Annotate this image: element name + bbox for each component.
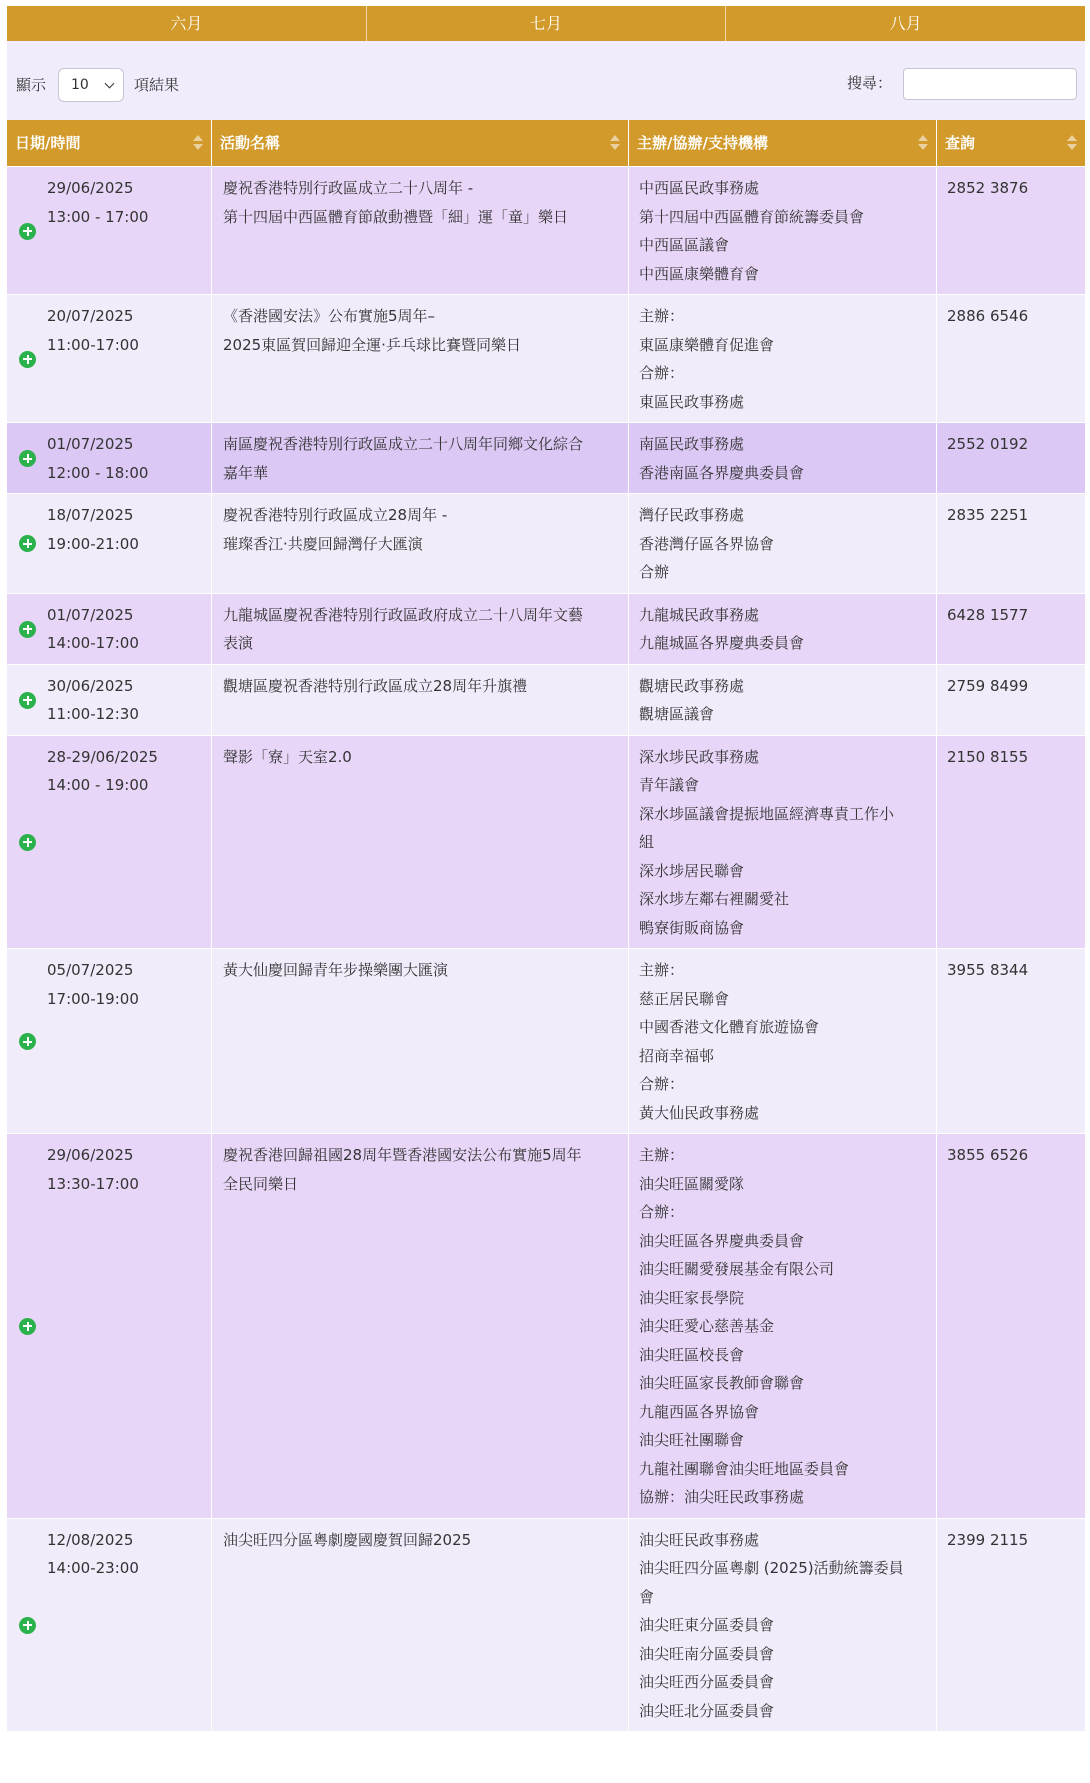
organiser-line: 香港南區各界慶典委員會: [639, 463, 805, 482]
sort-icon: [610, 133, 620, 153]
date-cell: [7, 295, 212, 422]
organiser-line: 油尖旺北分區委員會: [639, 1701, 775, 1720]
expand-row-icon[interactable]: [19, 223, 36, 240]
expand-row-icon[interactable]: [19, 1318, 36, 1335]
organiser-line: 鴨寮街販商協會: [639, 918, 745, 937]
date-time-line: 12/08/2025: [47, 1530, 134, 1549]
column-header-organisers[interactable]: [629, 120, 937, 166]
organiser-line: 黃大仙民政事務處: [639, 1103, 760, 1122]
organiser-line: 主辦：: [639, 1146, 685, 1164]
organiser-line: 主辦：: [639, 961, 685, 979]
date-cell: [7, 949, 212, 1133]
organiser-line: 協辦：油尖旺民政事務處: [639, 1488, 805, 1506]
organiser-line: 中西區民政事務處: [639, 179, 760, 197]
column-header-event-name[interactable]: [212, 120, 629, 166]
enquiry-cell: [937, 494, 1085, 593]
date-cell: [7, 594, 212, 664]
table-header: [7, 120, 1085, 166]
date-time-line: 18/07/2025: [47, 506, 134, 524]
expand-row-icon[interactable]: [19, 535, 36, 552]
table-row: [7, 493, 1085, 593]
organiser-line: 香港灣仔區各界協會: [639, 534, 775, 553]
date-time-line: 12:00 - 18:00: [47, 463, 149, 482]
enquiry-cell: [937, 423, 1085, 493]
table-body: [7, 166, 1085, 1731]
date-cell: [7, 736, 212, 949]
enquiry-phone: 2552 0192: [947, 435, 1029, 453]
column-header-label: 主辦/協辦/支持機構: [637, 134, 768, 152]
event-name-cell: [212, 949, 629, 1133]
enquiry-cell: [937, 1134, 1085, 1518]
date-cell: [7, 423, 212, 493]
enquiry-phone: 6428 1577: [947, 605, 1029, 624]
enquiry-phone: 3955 8344: [947, 961, 1029, 979]
event-name-cell: [212, 594, 629, 664]
organiser-line: 主辦：: [639, 307, 685, 325]
column-header-date[interactable]: [7, 120, 212, 166]
enquiry-cell: [937, 665, 1085, 735]
expand-row-icon[interactable]: [19, 450, 36, 467]
organiser-line: 青年議會: [639, 776, 700, 794]
table-row: [7, 1518, 1085, 1732]
enquiry-phone: 2852 3876: [947, 179, 1029, 197]
event-name-line: 慶祝香港回歸祖國28周年暨香港國安法公布實施5周年: [223, 1146, 582, 1164]
enquiry-phone: 2759 8499: [947, 676, 1029, 695]
organiser-line: 中國香港文化體育旅遊協會: [639, 1018, 820, 1036]
event-name-line: 慶祝香港特別行政區成立28周年 -: [223, 506, 448, 524]
organiser-line: 油尖旺社團聯會: [639, 1431, 745, 1449]
organiser-line: 油尖旺四分區粵劇 (2025)活動統籌委員: [639, 1559, 904, 1577]
sort-icon: [918, 133, 928, 153]
organiser-line: 第十四屆中西區體育節統籌委員會: [639, 207, 865, 226]
date-time-line: 14:00 - 19:00: [47, 776, 149, 794]
event-name-line: 《香港國安法》公布實施5周年–: [223, 307, 436, 325]
event-name-cell: [212, 494, 629, 593]
chevron-down-icon: [105, 79, 115, 89]
table-row: [7, 166, 1085, 294]
event-name-line: 2025東區賀回歸迎全運‧乒乓球比賽暨同樂日: [223, 335, 521, 354]
date-time-line: 14:00-23:00: [47, 1559, 139, 1577]
organiser-line: 會: [639, 1587, 655, 1606]
month-tabs: [7, 6, 1085, 41]
column-header-enquiry[interactable]: [937, 120, 1085, 166]
expand-row-icon[interactable]: [19, 351, 36, 368]
organiser-cell: [629, 295, 937, 422]
organiser-line: 合辦：: [639, 364, 685, 382]
date-cell: [7, 494, 212, 593]
organiser-cell: [629, 594, 937, 664]
date-time-line: 14:00-17:00: [47, 634, 139, 652]
page-length-value: 10: [71, 77, 89, 93]
column-header-label: 活動名稱: [220, 134, 281, 152]
event-name-line: 聲影「寮」天室2.0: [223, 747, 352, 766]
organiser-line: 深水埗居民聯會: [639, 861, 745, 880]
sort-icon: [1067, 133, 1077, 153]
date-time-line: 01/07/2025: [47, 605, 134, 624]
event-name-line: 南區慶祝香港特別行政區成立二十八周年同鄉文化綜合: [223, 435, 584, 453]
event-name-line: 黃大仙慶回歸青年步操樂團大匯演: [223, 961, 449, 979]
organiser-line: 油尖旺區校長會: [639, 1345, 745, 1364]
organiser-line: 東區民政事務處: [639, 392, 745, 411]
event-name-cell: [212, 665, 629, 735]
event-name-cell: [212, 167, 629, 294]
column-header-label: 日期/時間: [15, 134, 81, 152]
table-row: [7, 422, 1085, 493]
organiser-cell: [629, 167, 937, 294]
organiser-line: 油尖旺關愛發展基金有限公司: [639, 1260, 835, 1278]
enquiry-cell: [937, 295, 1085, 422]
organiser-line: 觀塘民政事務處: [639, 676, 745, 695]
organiser-line: 深水埗民政事務處: [639, 747, 760, 766]
organiser-line: 油尖旺家長學院: [639, 1288, 745, 1307]
organiser-line: 油尖旺愛心慈善基金: [639, 1317, 775, 1335]
event-name-line: 油尖旺四分區粵劇慶國慶賀回歸2025: [223, 1530, 472, 1549]
tab-june[interactable]: 六月: [7, 6, 367, 41]
search-label: 搜尋：: [847, 74, 893, 92]
organiser-line: 合辦: [639, 563, 670, 581]
organiser-line: 九龍西區各界協會: [639, 1402, 760, 1421]
organiser-line: 油尖旺區各界慶典委員會: [639, 1231, 805, 1250]
date-time-line: 01/07/2025: [47, 435, 134, 453]
event-name-line: 慶祝香港特別行政區成立二十八周年 -: [223, 179, 474, 197]
tab-july[interactable]: 七月: [367, 6, 727, 41]
enquiry-cell: [937, 949, 1085, 1133]
enquiry-phone: 2835 2251: [947, 506, 1029, 524]
event-name-cell: [212, 1134, 629, 1518]
date-time-line: 20/07/2025: [47, 307, 134, 325]
date-time-line: 30/06/2025: [47, 676, 134, 695]
enquiry-cell: [937, 167, 1085, 294]
enquiry-cell: [937, 736, 1085, 949]
tab-august[interactable]: 八月: [889, 14, 922, 33]
enquiry-phone: 2399 2115: [947, 1530, 1029, 1549]
event-name-line: 全民同樂日: [223, 1174, 299, 1193]
enquiry-cell: [937, 594, 1085, 664]
organiser-line: 招商幸福邨: [639, 1046, 715, 1065]
date-cell: [7, 167, 212, 294]
organiser-line: 組: [639, 833, 655, 851]
date-time-line: 13:30-17:00: [47, 1174, 139, 1193]
page-length-select[interactable]: [58, 68, 124, 102]
organiser-line: 中西區康樂體育會: [639, 264, 760, 283]
organiser-line: 油尖旺西分區委員會: [639, 1673, 775, 1691]
organiser-cell: [629, 949, 937, 1133]
organiser-line: 九龍城區各界慶典委員會: [639, 634, 805, 652]
organiser-line: 中西區區議會: [639, 236, 730, 254]
expand-row-icon[interactable]: [19, 621, 36, 638]
search-input[interactable]: [903, 68, 1077, 100]
table-row: [7, 735, 1085, 949]
results-label: 項結果: [134, 76, 180, 94]
table-row: [7, 294, 1085, 422]
date-time-line: 28-29/06/2025: [47, 747, 158, 766]
table-row: [7, 1133, 1085, 1518]
organiser-line: 油尖旺區關愛隊: [639, 1174, 745, 1193]
column-header-label: 查詢: [945, 134, 976, 152]
date-time-line: 11:00-17:00: [47, 335, 139, 354]
organiser-cell: [629, 1134, 937, 1518]
table-row: [7, 593, 1085, 664]
table-controls: [7, 41, 1085, 120]
organiser-line: 合辦：: [639, 1075, 685, 1093]
organiser-line: 九龍城民政事務處: [639, 605, 760, 624]
organiser-line: 九龍社團聯會油尖旺地區委員會: [639, 1459, 850, 1478]
enquiry-phone: 2886 6546: [947, 307, 1029, 325]
sort-icon: [193, 133, 203, 153]
expand-row-icon[interactable]: [19, 692, 36, 709]
organiser-line: 油尖旺民政事務處: [639, 1530, 760, 1549]
organiser-cell: [629, 1519, 937, 1732]
date-time-line: 29/06/2025: [47, 1146, 134, 1164]
date-time-line: 17:00-19:00: [47, 989, 139, 1008]
event-name-line: 九龍城區慶祝香港特別行政區政府成立二十八周年文藝: [223, 605, 584, 624]
event-name-line: 表演: [223, 634, 254, 652]
event-name-cell: [212, 736, 629, 949]
expand-row-icon[interactable]: [19, 1617, 36, 1634]
organiser-cell: [629, 494, 937, 593]
expand-row-icon[interactable]: [19, 1033, 36, 1050]
organiser-line: 東區康樂體育促進會: [639, 335, 775, 354]
organiser-cell: [629, 665, 937, 735]
show-label: 顯示: [16, 76, 47, 94]
date-time-line: 05/07/2025: [47, 961, 134, 979]
organiser-line: 觀塘區議會: [639, 705, 715, 723]
organiser-line: 油尖旺南分區委員會: [639, 1644, 775, 1663]
event-name-line: 嘉年華: [223, 463, 269, 482]
table-row: [7, 664, 1085, 735]
organiser-line: 油尖旺東分區委員會: [639, 1616, 775, 1634]
organiser-line: 慈正居民聯會: [639, 989, 730, 1008]
date-time-line: 19:00-21:00: [47, 534, 139, 553]
enquiry-cell: [937, 1519, 1085, 1732]
event-name-cell: [212, 1519, 629, 1732]
organiser-line: 油尖旺區家長教師會聯會: [639, 1374, 805, 1392]
date-time-line: 13:00 - 17:00: [47, 207, 149, 226]
date-cell: [7, 665, 212, 735]
enquiry-phone: 3855 6526: [947, 1146, 1029, 1164]
organiser-line: 合辦：: [639, 1203, 685, 1221]
date-cell: [7, 1134, 212, 1518]
organiser-line: 深水埗左鄰右裡關愛社: [639, 890, 790, 908]
event-name-cell: [212, 423, 629, 493]
event-name-line: 第十四屆中西區體育節啟動禮暨「細」運「童」樂日: [223, 207, 569, 226]
organiser-line: 南區民政事務處: [639, 435, 745, 453]
organiser-cell: [629, 736, 937, 949]
date-time-line: 29/06/2025: [47, 179, 134, 197]
event-name-line: 璀璨香江‧共慶回歸灣仔大匯演: [223, 534, 423, 553]
enquiry-phone: 2150 8155: [947, 747, 1029, 766]
date-cell: [7, 1519, 212, 1732]
organiser-line: 灣仔民政事務處: [639, 506, 745, 524]
events-table: [7, 120, 1085, 1731]
organiser-line: 深水埗區議會提振地區經濟專責工作小: [639, 804, 895, 823]
table-row: [7, 948, 1085, 1133]
event-name-line: 觀塘區慶祝香港特別行政區成立28周年升旗禮: [223, 676, 528, 695]
event-name-cell: [212, 295, 629, 422]
date-time-line: 11:00-12:30: [47, 705, 139, 723]
expand-row-icon[interactable]: [19, 834, 36, 851]
organiser-cell: [629, 423, 937, 493]
